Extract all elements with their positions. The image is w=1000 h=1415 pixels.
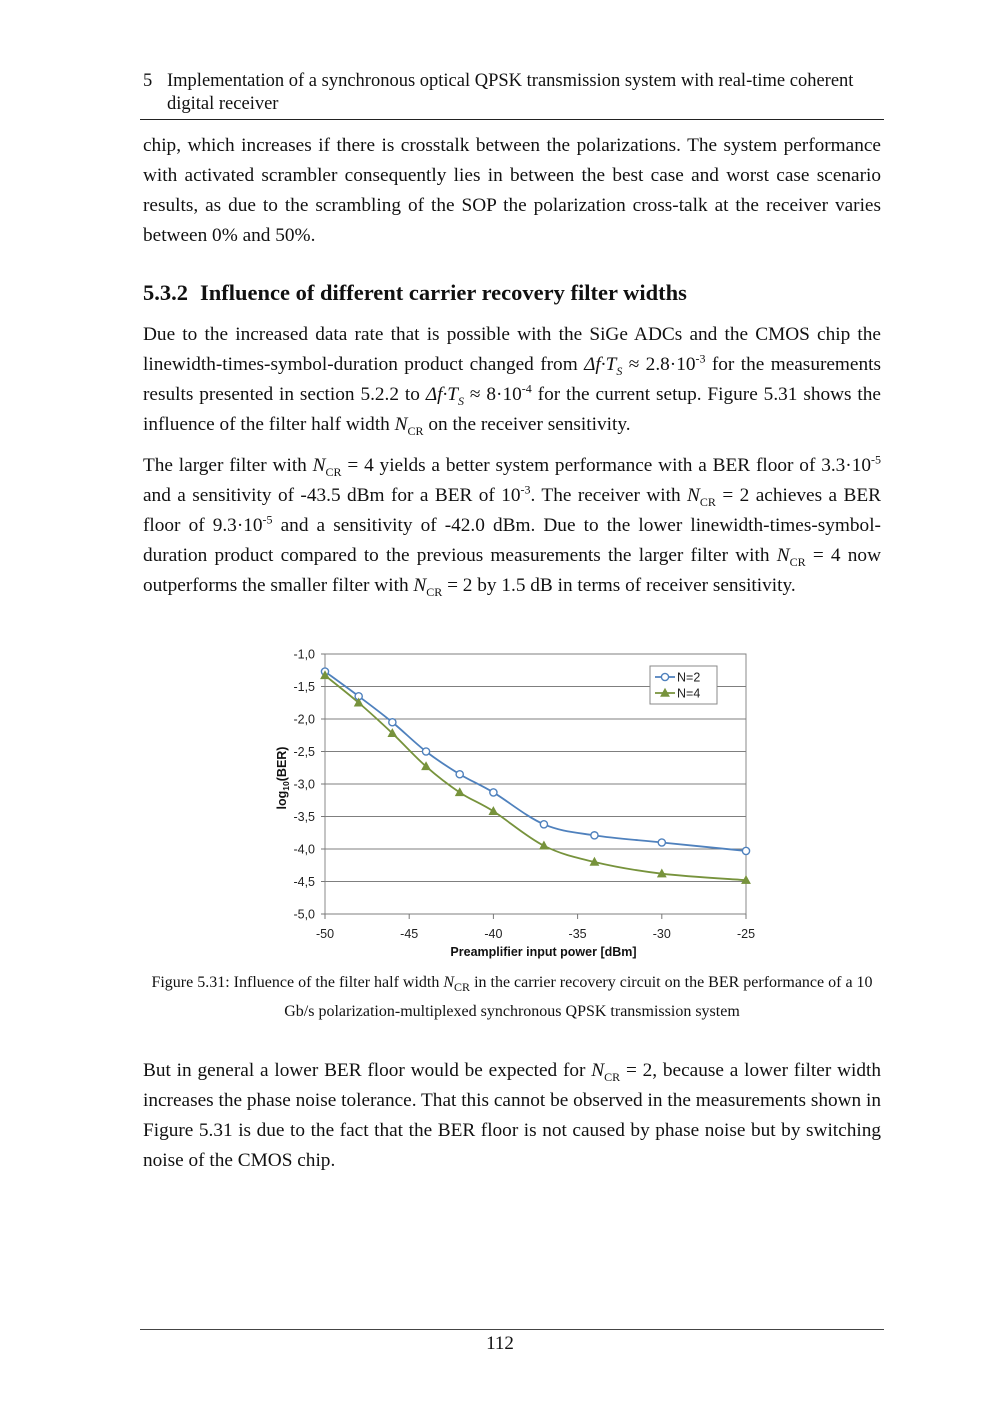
symbol-n: N	[687, 485, 700, 506]
symbol-n: N	[591, 1060, 605, 1081]
chapter-number: 5	[143, 71, 153, 91]
formula-value: ≈ 2.8·10	[622, 354, 696, 375]
chapter-title: Implementation of a synchronous optical QPSK transmission system with real-time coherent digital receiver	[167, 71, 854, 114]
y-axis-label-subscript: 10	[281, 781, 291, 791]
data-point-n2	[456, 771, 463, 778]
exponent: -5	[871, 452, 881, 467]
data-point-n2	[658, 839, 665, 846]
ber-chart	[262, 642, 762, 962]
formula-subscript: S	[458, 393, 465, 408]
symbol-subscript: CR	[699, 494, 716, 509]
y-tick-label: -1,0	[293, 647, 315, 662]
section-number: 5.3.2	[143, 280, 188, 305]
y-tick-label: -2,5	[293, 745, 315, 759]
y-tick-label: -1,5	[293, 680, 315, 694]
paragraph-3-text-8: = 2 by 1.5 dB in terms of receiver sensitivity.	[442, 575, 796, 596]
paragraph-2	[143, 320, 881, 440]
section-title: Influence of different carrier recovery filter widths	[200, 280, 687, 305]
data-point-n2	[389, 719, 396, 726]
paragraph-3-text-6: and a sensitivity of -42.0 dBm. Due to the lower linewidth-times-symbol-duration product compared to the previous measurements the larger filter with	[143, 515, 881, 566]
section-heading	[143, 280, 687, 306]
formula-df-ts-1: Δf·T	[584, 354, 617, 375]
x-tick-label: -25	[736, 927, 756, 941]
paragraph-3-text-4: . The receiver with	[530, 485, 688, 506]
x-tick-label: -30	[652, 927, 671, 941]
x-tick-label: -50	[315, 927, 335, 941]
paragraph-3-text-1: The larger filter with	[143, 455, 313, 476]
paragraph-3	[143, 451, 881, 601]
symbol-subscript: CR	[604, 1069, 621, 1084]
y-axis-label	[275, 747, 291, 810]
caption-text-1: Figure 5.31: Influence of the filter half width	[151, 974, 444, 991]
symbol-n: N	[413, 575, 427, 596]
data-point-n2	[540, 821, 547, 828]
symbol-n: N	[776, 545, 790, 566]
exponent: -3	[520, 482, 531, 497]
paragraph-3-text-3: and a sensitivity of -43.5 dBm for a BER of 10	[143, 485, 521, 506]
paragraph-4-text-1: But in general a lower BER floor would be expected for	[143, 1060, 592, 1081]
exponent: -3	[695, 351, 706, 366]
legend-label: N=4	[677, 686, 701, 701]
paragraph-2-text-1: Due to the increased data rate that is possible with the SiGe ADCs and the CMOS chip the linewidth-times-symbol-duration product changed from	[143, 324, 881, 375]
x-tick-label: -45	[400, 927, 419, 941]
paragraph-2-text-4: on the receiver sensitivity.	[423, 414, 631, 435]
page-number: 112	[486, 1333, 514, 1354]
y-axis-label-rest: (BER)	[275, 746, 289, 782]
y-tick-label: -5,0	[293, 907, 315, 922]
symbol-subscript: CR	[426, 584, 443, 599]
symbol-subscript: CR	[454, 980, 471, 995]
y-tick-label: -3,0	[293, 777, 315, 792]
y-tick-label: -4,5	[293, 875, 315, 889]
data-point-n4	[455, 788, 464, 796]
y-tick-label: -2,0	[293, 712, 315, 727]
paragraph-1: chip, which increases if there is crosstalk between the polarizations. The system performance with activated scrambler consequently lies in between the best case and worst case scenario results, as due to the scrambling of the SOP the polarization cross-talk at the receiver varies between 0% and 50%.	[143, 135, 881, 246]
symbol-n: N	[312, 455, 326, 476]
symbol-subscript: CR	[407, 423, 424, 438]
header-rule	[140, 119, 884, 120]
paragraph-4	[143, 1056, 881, 1176]
symbol-n: N	[443, 974, 455, 991]
caption-text-2: in the carrier recovery circuit on the BER performance of a 10 Gb/s polarization-multiplexed synchronous QPSK transmission system	[284, 974, 873, 1020]
paragraph-3-text-2: = 4 yields a better system performance with a BER floor of 3.3·10	[341, 455, 871, 476]
paragraph-3-text-5: = 2 achieves a BER floor of 9.3·10	[143, 485, 881, 536]
figure-caption	[143, 968, 881, 1026]
x-axis-label: Preamplifier input power [dBm]	[450, 945, 637, 959]
paragraph-4-text-2: = 2, because a lower filter width increases the phase noise tolerance. That this cannot be observed in the measurements shown in Figure 5.31 is due to the fact that the BER floor is not caused by phase noise but by switching noise of the CMOS chip.	[143, 1060, 881, 1171]
data-point-n2	[591, 832, 598, 839]
legend-marker	[661, 673, 668, 680]
data-point-n4	[489, 807, 498, 815]
footer-rule	[140, 1329, 884, 1330]
paragraph-2-text-2: for the measurements results presented in section 5.2.2 to	[143, 354, 881, 405]
y-tick-label: -4,0	[293, 842, 315, 857]
legend-label: N=2	[677, 670, 701, 685]
paragraph-2-text-3: for the current setup. Figure 5.31 shows the influence of the filter half width	[143, 384, 881, 435]
paragraph-3-text-7: = 4 now outperforms the smaller filter with	[143, 545, 881, 596]
formula-value: ≈ 8·10	[464, 384, 522, 405]
y-tick-label: -3,5	[293, 810, 315, 824]
formula-df-ts-2: Δf·T	[425, 384, 459, 405]
data-point-n2	[422, 748, 429, 755]
symbol-subscript: CR	[325, 464, 342, 479]
exponent: -4	[521, 381, 532, 396]
data-point-n4	[540, 841, 549, 849]
series-line-n4	[325, 675, 746, 880]
exponent: -5	[262, 512, 273, 527]
data-point-n2	[742, 847, 749, 854]
formula-subscript: S	[616, 363, 623, 378]
symbol-n: N	[394, 414, 408, 435]
x-tick-label: -40	[484, 927, 503, 941]
y-axis-label-main: log	[275, 790, 289, 810]
x-tick-label: -35	[568, 927, 587, 941]
symbol-subscript: CR	[789, 554, 806, 569]
data-point-n2	[490, 789, 497, 796]
